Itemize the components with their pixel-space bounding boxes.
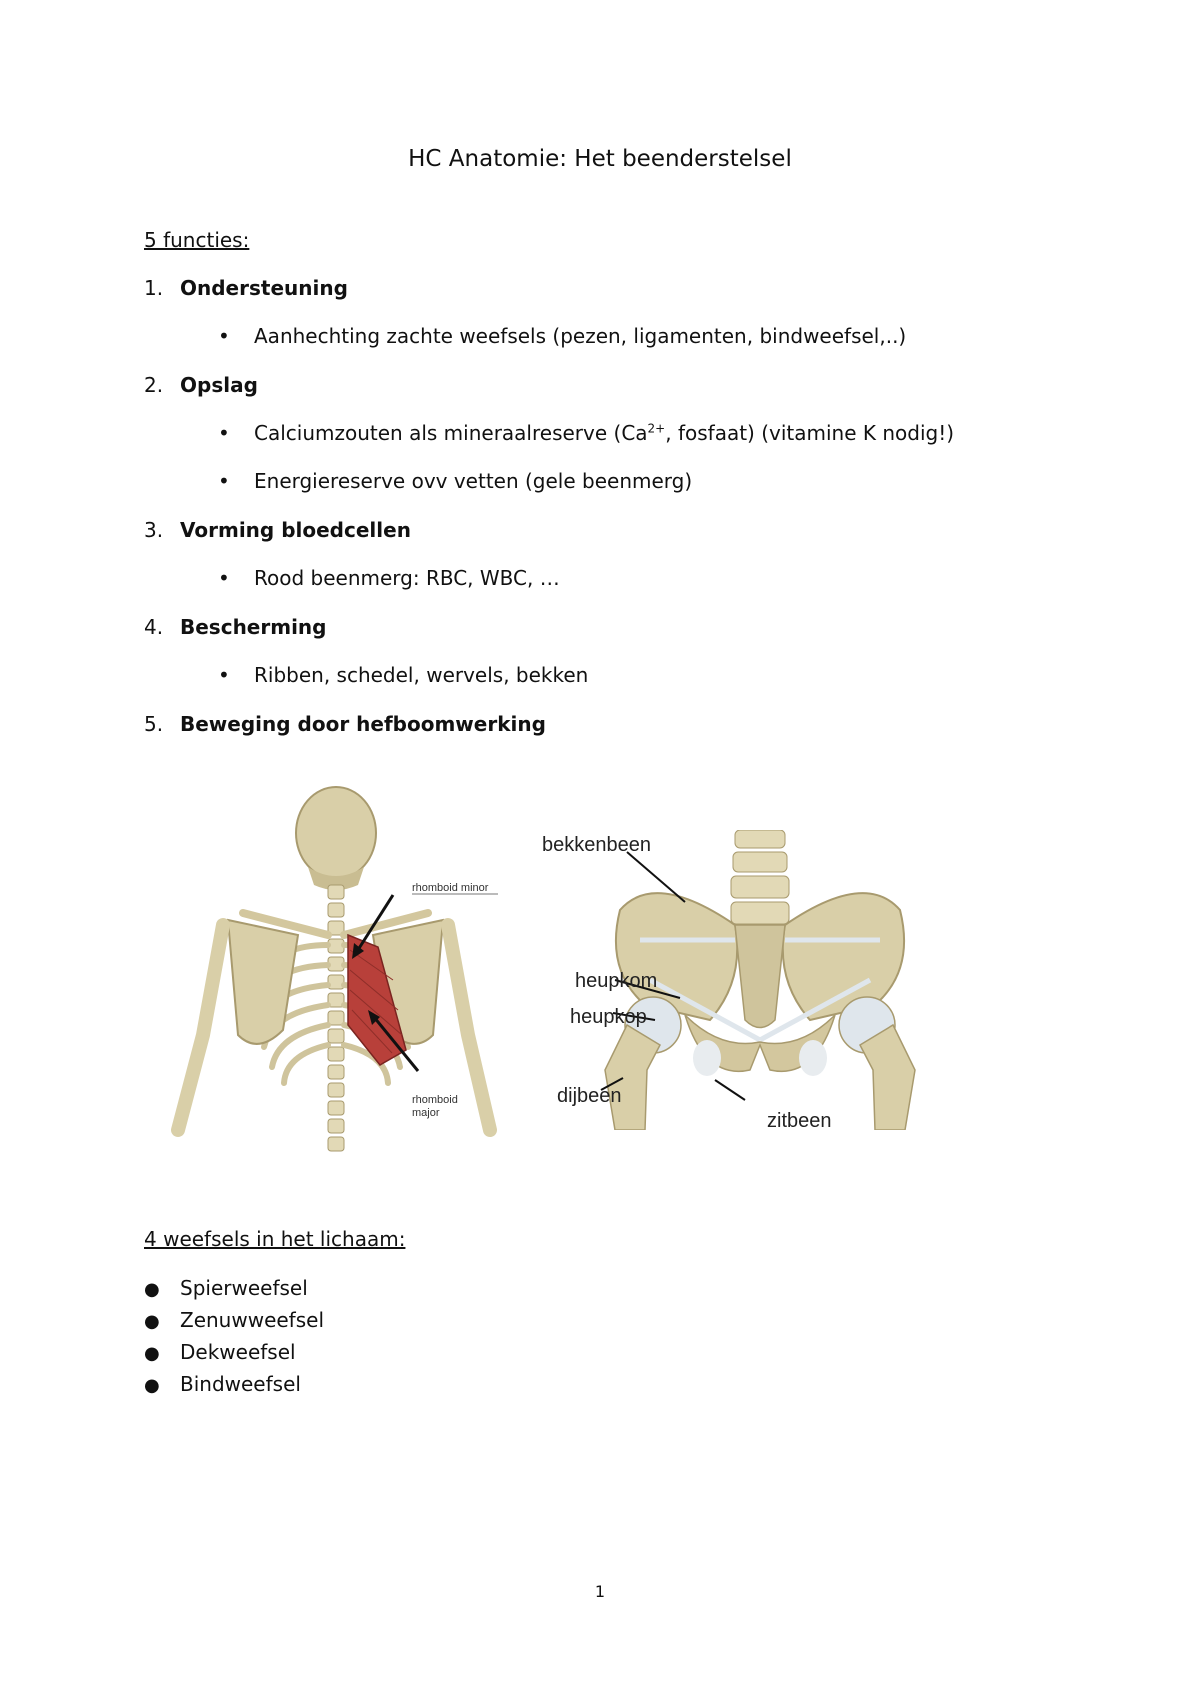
- sub-item: [218, 469, 692, 493]
- bullet-icon: ●: [144, 1343, 160, 1364]
- item-label: Ondersteuning: [180, 276, 348, 300]
- item-number: 5.: [144, 712, 164, 736]
- bullet-icon: •: [218, 421, 230, 445]
- tissue-item: [144, 1340, 296, 1364]
- back-skeleton-figure: [168, 785, 498, 1157]
- bullet-icon: ●: [144, 1311, 160, 1332]
- sub-item-text: Rood beenmerg: RBC, WBC, …: [254, 566, 560, 590]
- item-number: 2.: [144, 373, 164, 397]
- bullet-icon: •: [218, 324, 230, 348]
- item-number: 4.: [144, 615, 164, 639]
- item-label: Vorming bloedcellen: [180, 518, 411, 542]
- item-label: Opslag: [180, 373, 258, 397]
- bullet-icon: •: [218, 663, 230, 687]
- sub-item: [218, 566, 560, 590]
- bullet-icon: ●: [144, 1375, 160, 1396]
- function-item-4: [144, 615, 326, 639]
- sub-item-text: Calciumzouten als mineraalreserve (Ca: [254, 421, 648, 445]
- sub-item-text: Energiereserve ovv vetten (gele beenmerg): [254, 469, 693, 493]
- tissue-item-label: Zenuwweefsel: [180, 1308, 325, 1332]
- bullet-icon: •: [218, 469, 230, 493]
- tissue-item-label: Spierweefsel: [180, 1276, 308, 1300]
- function-item-5: [144, 712, 546, 736]
- tissue-item: [144, 1372, 301, 1396]
- page-title: HC Anatomie: Het beenderstelsel: [408, 146, 792, 172]
- section-heading-functions: 5 functies:: [144, 228, 250, 252]
- item-label: Bescherming: [180, 615, 327, 639]
- section-heading-tissues: 4 weefsels in het lichaam:: [144, 1227, 406, 1251]
- bullet-icon: ●: [144, 1279, 160, 1300]
- sub-item: [218, 324, 906, 348]
- label-rhomboid-minor: rhomboid minor: [412, 882, 489, 894]
- label-dijbeen: dijbeen: [557, 1085, 622, 1107]
- sub-item-text: Ribben, schedel, wervels, bekken: [254, 663, 589, 687]
- pelvis-figure: [535, 830, 965, 1130]
- tissue-item: [144, 1276, 308, 1300]
- item-label: Beweging door hefboomwerking: [180, 712, 546, 736]
- bullet-icon: •: [218, 566, 230, 590]
- sub-item: [218, 663, 588, 687]
- tissue-item-label: Bindweefsel: [180, 1372, 301, 1396]
- label-bekkenbeen: bekkenbeen: [542, 834, 651, 856]
- label-rhomboid-major: rhomboid: [412, 1094, 458, 1106]
- sub-item-text: Aanhechting zachte weefsels (pezen, ligamenten, bindweefsel,..): [254, 324, 907, 348]
- sub-item-text-cont: , fosfaat) (vitamine K nodig!): [665, 421, 955, 445]
- label-heupkom: heupkom: [575, 970, 658, 992]
- function-item-1: [144, 276, 348, 300]
- item-number: 3.: [144, 518, 164, 542]
- function-item-3: [144, 518, 411, 542]
- item-number: 1.: [144, 276, 164, 300]
- page-number: 1: [594, 1582, 606, 1601]
- label-rhomboid-major-2: major: [412, 1107, 440, 1119]
- sub-item: [218, 421, 954, 445]
- tissue-item-label: Dekweefsel: [180, 1340, 296, 1364]
- function-item-2: [144, 373, 258, 397]
- superscript: 2+: [647, 421, 666, 436]
- tissue-item: [144, 1308, 324, 1332]
- label-zitbeen: zitbeen: [767, 1110, 832, 1130]
- label-heupkop: heupkop: [570, 1006, 647, 1028]
